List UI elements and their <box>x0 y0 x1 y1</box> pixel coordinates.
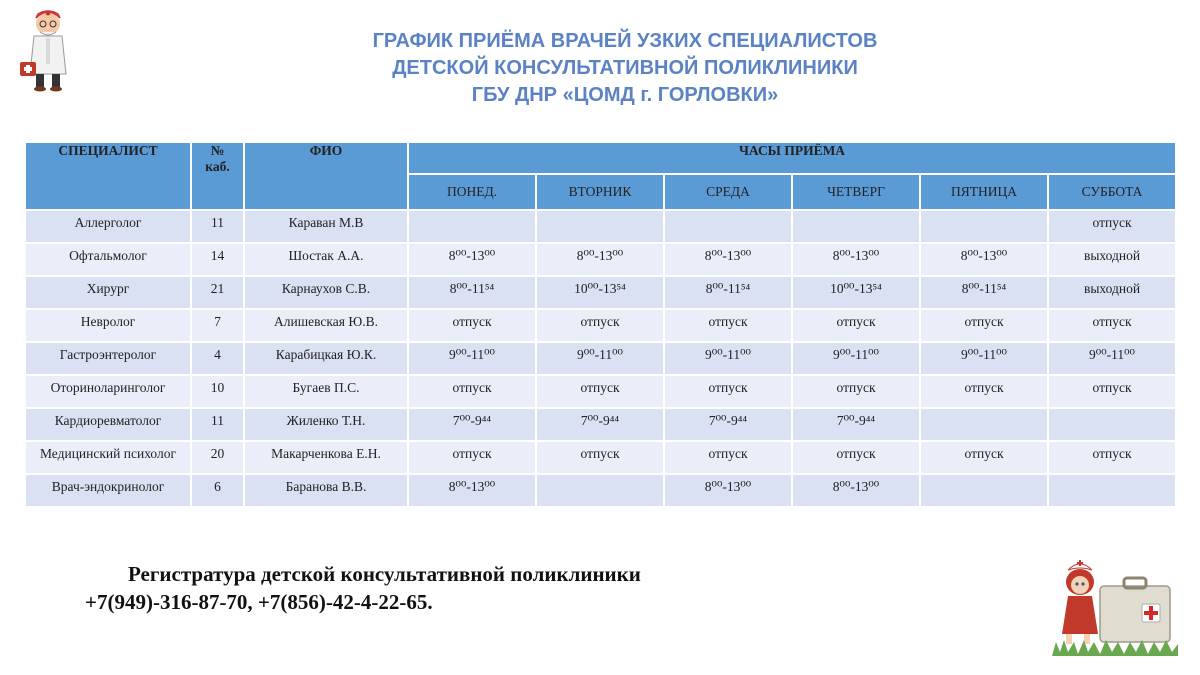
cell-cabinet: 20 <box>191 441 244 474</box>
cell-hours: 8⁰⁰-13⁰⁰ <box>920 243 1048 276</box>
title-line-3: ГБУ ДНР «ЦОМД г. ГОРЛОВКИ» <box>471 84 779 106</box>
masha-doctor-image <box>1052 556 1178 656</box>
registry-info <box>85 560 641 616</box>
cell-specialist: Офтальмолог <box>25 243 191 276</box>
cell-hours: отпуск <box>792 441 920 474</box>
cell-cabinet: 14 <box>191 243 244 276</box>
cell-cabinet: 4 <box>191 342 244 375</box>
cell-fio: Баранова В.В. <box>244 474 408 507</box>
title-line-2: ДЕТСКОЙ КОНСУЛЬТАТИВНОЙ ПОЛИКЛИНИКИ <box>392 57 858 79</box>
cell-hours <box>1048 408 1176 441</box>
cell-hours: 8⁰⁰-11⁵⁴ <box>920 276 1048 309</box>
cell-fio: Жиленко Т.Н. <box>244 408 408 441</box>
cell-hours: отпуск <box>536 309 664 342</box>
registry-title: Регистратура детской консультативной поликлиники <box>128 562 641 586</box>
cell-specialist: Хирург <box>25 276 191 309</box>
cell-fio: Макарченкова Е.Н. <box>244 441 408 474</box>
cell-hours: 9⁰⁰-11⁰⁰ <box>536 342 664 375</box>
cell-cabinet: 21 <box>191 276 244 309</box>
title-line-1: ГРАФИК ПРИЁМА ВРАЧЕЙ УЗКИХ СПЕЦИАЛИСТОВ <box>372 30 878 52</box>
header-specialist: СПЕЦИАЛИСТ <box>25 142 191 210</box>
cell-hours: отпуск <box>664 309 792 342</box>
cell-cabinet: 10 <box>191 375 244 408</box>
table-row <box>25 441 1176 474</box>
header-hours: ЧАСЫ ПРИЁМА <box>408 142 1176 174</box>
cell-hours: 8⁰⁰-13⁰⁰ <box>664 243 792 276</box>
cell-hours <box>664 210 792 243</box>
header-cabinet-line-2: каб. <box>205 159 230 174</box>
cell-hours: 8⁰⁰-13⁰⁰ <box>792 243 920 276</box>
doctor-cartoon-image <box>14 4 82 92</box>
cell-hours: 10⁰⁰-13⁵⁴ <box>792 276 920 309</box>
cell-hours: 7⁰⁰-9⁴⁴ <box>536 408 664 441</box>
cell-hours: 8⁰⁰-13⁰⁰ <box>792 474 920 507</box>
cell-hours: отпуск <box>792 309 920 342</box>
header-fio: ФИО <box>244 142 408 210</box>
cell-hours: отпуск <box>1048 441 1176 474</box>
cell-hours: отпуск <box>664 375 792 408</box>
cell-hours <box>792 210 920 243</box>
cell-specialist: Медицинский психолог <box>25 441 191 474</box>
cell-specialist: Гастроэнтеролог <box>25 342 191 375</box>
cell-hours <box>920 210 1048 243</box>
cell-hours: отпуск <box>920 375 1048 408</box>
header-day: СРЕДА <box>664 174 792 210</box>
cell-hours: отпуск <box>1048 375 1176 408</box>
cell-hours: выходной <box>1048 276 1176 309</box>
cell-specialist: Кардиоревматолог <box>25 408 191 441</box>
cell-hours: 8⁰⁰-11⁵⁴ <box>408 276 536 309</box>
cell-specialist: Оториноларинголог <box>25 375 191 408</box>
cell-hours: отпуск <box>1048 309 1176 342</box>
cell-fio: Алишевская Ю.В. <box>244 309 408 342</box>
header-cabinet <box>191 142 244 210</box>
cell-hours <box>920 408 1048 441</box>
cell-hours <box>408 210 536 243</box>
table-row <box>25 276 1176 309</box>
cell-fio: Караван М.В <box>244 210 408 243</box>
cell-cabinet: 7 <box>191 309 244 342</box>
cell-hours: 8⁰⁰-13⁰⁰ <box>408 474 536 507</box>
cell-hours: отпуск <box>920 441 1048 474</box>
cell-hours: выходной <box>1048 243 1176 276</box>
cell-hours: отпуск <box>792 375 920 408</box>
header-day: ВТОРНИК <box>536 174 664 210</box>
cell-hours: 7⁰⁰-9⁴⁴ <box>792 408 920 441</box>
cell-cabinet: 11 <box>191 408 244 441</box>
table-row <box>25 474 1176 507</box>
cell-hours: 10⁰⁰-13⁵⁴ <box>536 276 664 309</box>
cell-hours: отпуск <box>536 441 664 474</box>
cell-fio: Шостак А.А. <box>244 243 408 276</box>
cell-hours <box>920 474 1048 507</box>
cell-hours: отпуск <box>920 309 1048 342</box>
cell-specialist: Врач-эндокринолог <box>25 474 191 507</box>
cell-hours: отпуск <box>664 441 792 474</box>
registry-phones: +7(949)-316-87-70, +7(856)-42-4-22-65. <box>85 590 433 614</box>
cell-hours <box>1048 474 1176 507</box>
table-row <box>25 408 1176 441</box>
table-row <box>25 210 1176 243</box>
schedule-table <box>24 141 1177 508</box>
header-day: ЧЕТВЕРГ <box>792 174 920 210</box>
cell-cabinet: 11 <box>191 210 244 243</box>
cell-fio: Бугаев П.С. <box>244 375 408 408</box>
cell-hours: 9⁰⁰-11⁰⁰ <box>408 342 536 375</box>
header-cabinet-line-1: № <box>210 143 225 158</box>
cell-hours: 9⁰⁰-11⁰⁰ <box>1048 342 1176 375</box>
header-day: ПОНЕД. <box>408 174 536 210</box>
cell-hours: отпуск <box>1048 210 1176 243</box>
cell-hours: 9⁰⁰-11⁰⁰ <box>920 342 1048 375</box>
cell-hours: 8⁰⁰-13⁰⁰ <box>536 243 664 276</box>
table-row <box>25 309 1176 342</box>
cell-specialist: Аллерголог <box>25 210 191 243</box>
cell-hours <box>536 474 664 507</box>
cell-specialist: Невролог <box>25 309 191 342</box>
header-day: ПЯТНИЦА <box>920 174 1048 210</box>
cell-hours: 7⁰⁰-9⁴⁴ <box>664 408 792 441</box>
cell-hours: 8⁰⁰-11⁵⁴ <box>664 276 792 309</box>
cell-hours <box>536 210 664 243</box>
cell-fio: Карабицкая Ю.К. <box>244 342 408 375</box>
cell-hours: отпуск <box>536 375 664 408</box>
cell-hours: 8⁰⁰-13⁰⁰ <box>664 474 792 507</box>
page-title <box>200 28 1050 109</box>
cell-hours: 8⁰⁰-13⁰⁰ <box>408 243 536 276</box>
cell-hours: 7⁰⁰-9⁴⁴ <box>408 408 536 441</box>
header-day: СУББОТА <box>1048 174 1176 210</box>
table-row <box>25 243 1176 276</box>
cell-hours: отпуск <box>408 441 536 474</box>
cell-cabinet: 6 <box>191 474 244 507</box>
cell-hours: отпуск <box>408 375 536 408</box>
cell-hours: 9⁰⁰-11⁰⁰ <box>792 342 920 375</box>
table-row <box>25 375 1176 408</box>
table-row <box>25 342 1176 375</box>
cell-fio: Карнаухов С.В. <box>244 276 408 309</box>
cell-hours: отпуск <box>408 309 536 342</box>
cell-hours: 9⁰⁰-11⁰⁰ <box>664 342 792 375</box>
